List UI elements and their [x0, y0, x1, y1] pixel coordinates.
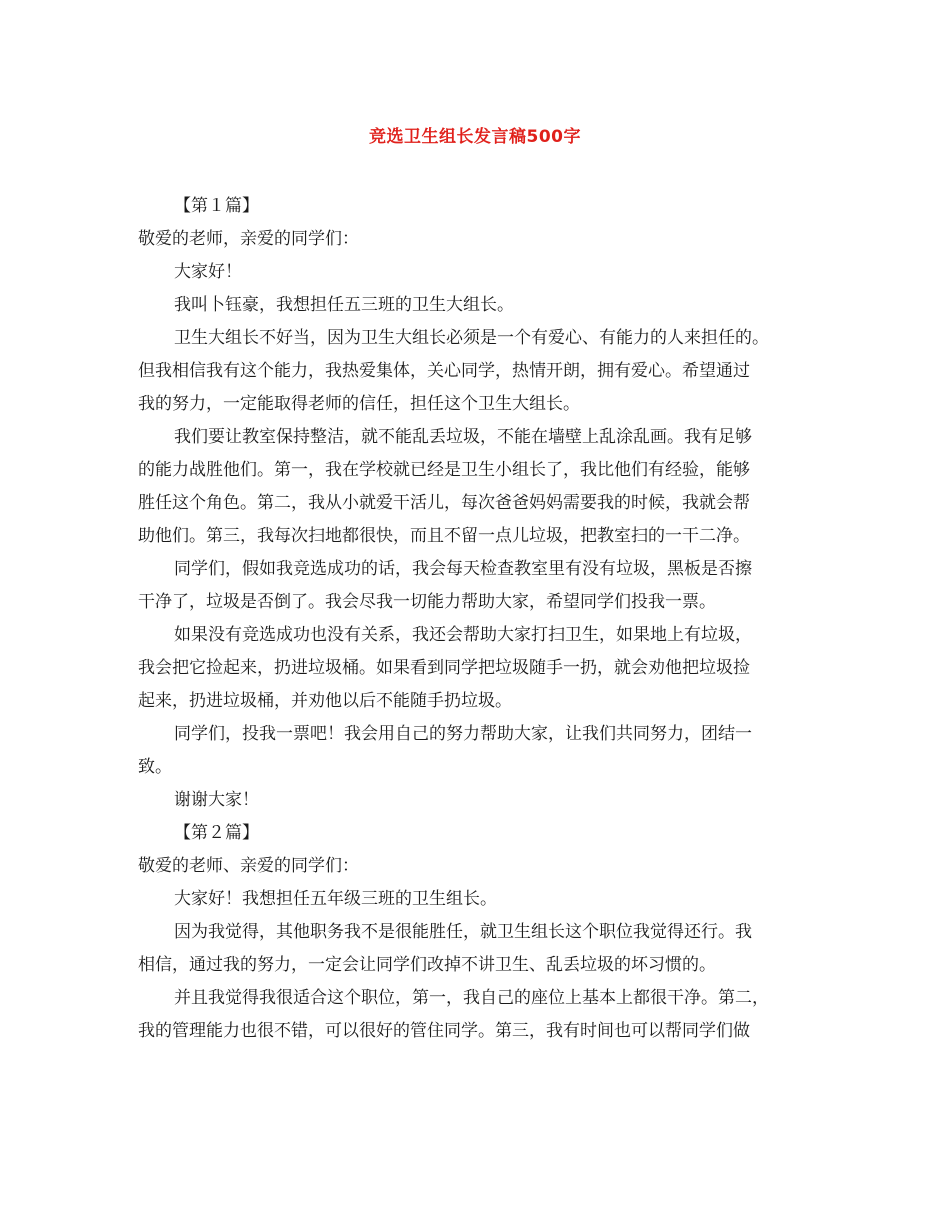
text-line: 如果没有竞选成功也没有关系，我还会帮助大家打扫卫生，如果地上有垃圾，: [174, 625, 752, 645]
text-line: 因为我觉得，其他职务我不是很能胜任，就卫生组长这个职位我觉得还行。我: [174, 922, 752, 942]
text-line: 我叫卜钰豪，我想担任五三班的卫生大组长。: [174, 295, 514, 315]
text-line: 卫生大组长不好当，因为卫生大组长必须是一个有爱心、有能力的人来担任的。: [174, 328, 769, 348]
text-line: 我的努力，一定能取得老师的信任，担任这个卫生大组长。: [138, 394, 580, 414]
text-line: 同学们，投我一票吧！我会用自己的努力帮助大家，让我们共同努力，团结一: [174, 724, 752, 744]
text-line: 相信，通过我的努力，一定会让同学们改掉不讲卫生、乱丢垃圾的坏习惯的。: [138, 955, 716, 975]
text-line: 干净了，垃圾是否倒了。我会尽我一切能力帮助大家，希望同学们投我一票。: [138, 592, 716, 612]
text-line: 的能力战胜他们。第一，我在学校就已经是卫生小组长了，我比他们有经验，能够: [138, 460, 750, 480]
text-line: 敬爱的老师、亲爱的同学们：: [138, 856, 359, 876]
text-line: 并且我觉得我很适合这个职位，第一，我自己的座位上基本上都很干净。第二，: [174, 988, 769, 1008]
document-title: 竞选卫生组长发言稿500字: [369, 127, 581, 147]
text-line: 【第２篇】: [174, 823, 259, 843]
text-line: 大家好！我想担任五年级三班的卫生组长。: [174, 889, 497, 909]
text-line: 我会把它捡起来，扔进垃圾桶。如果看到同学把垃圾随手一扔，就会劝他把垃圾捡: [138, 658, 750, 678]
text-line: 但我相信我有这个能力，我热爱集体，关心同学，热情开朗，拥有爱心。希望通过: [138, 361, 750, 381]
text-line: 我们要让教室保持整洁，就不能乱丢垃圾，不能在墙壁上乱涂乱画。我有足够: [174, 427, 752, 447]
text-line: 大家好！: [174, 262, 242, 282]
document-body: [138, 190, 828, 1048]
text-line: 敬爱的老师，亲爱的同学们：: [138, 229, 359, 249]
text-line: 同学们，假如我竞选成功的话，我会每天检查教室里有没有垃圾，黑板是否擦: [174, 559, 752, 579]
text-line: 助他们。第三，我每次扫地都很快，而且不留一点儿垃圾，把教室扫的一干二净。: [138, 526, 750, 546]
text-line: 起来，扔进垃圾桶，并劝他以后不能随手扔垃圾。: [138, 691, 512, 711]
text-line: 谢谢大家！: [174, 790, 259, 810]
text-line: 【第１篇】: [174, 196, 259, 216]
text-line: 我的管理能力也很不错，可以很好的管住同学。第三，我有时间也可以帮同学们做: [138, 1021, 750, 1041]
text-line: 致。: [138, 757, 172, 777]
text-line: 胜任这个角色。第二，我从小就爱干活儿，每次爸爸妈妈需要我的时候，我就会帮: [138, 493, 750, 513]
